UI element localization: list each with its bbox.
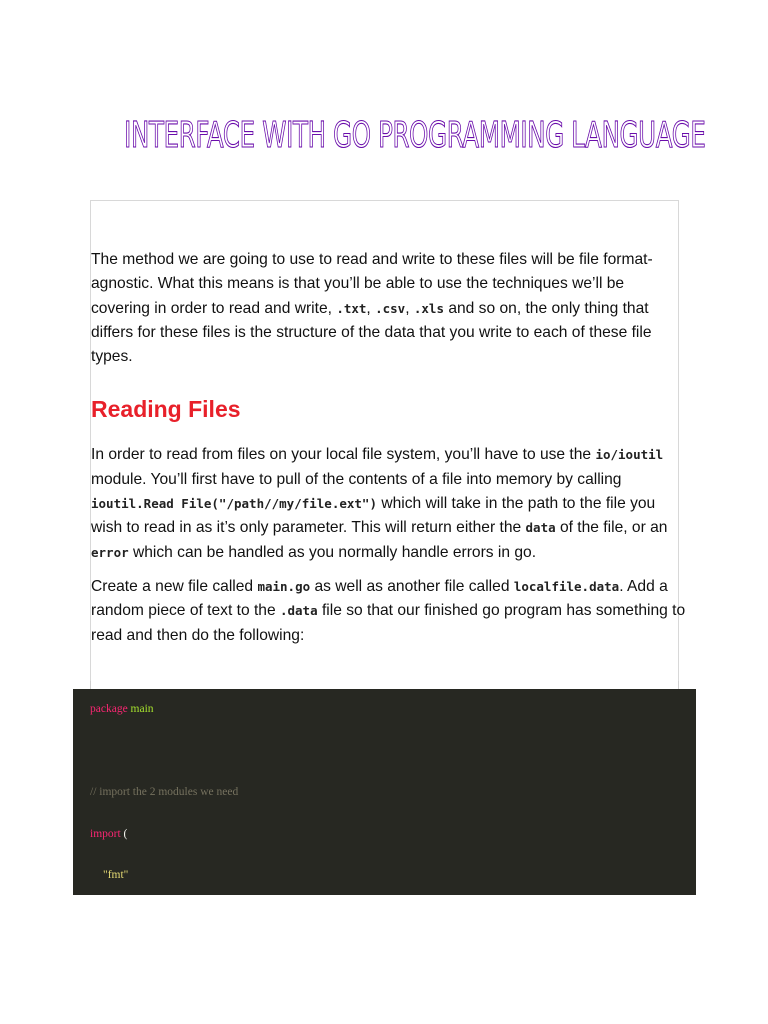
- reading-text-5: which can be handled as you normally handle errors in go.: [128, 543, 537, 561]
- intro-text-4: and so on, the only thing that differs for these files is the structure of the data that you write to each of these file types.: [91, 299, 652, 366]
- code-csv: .csv: [375, 300, 406, 316]
- code-main-go: main.go: [257, 578, 311, 594]
- intro-text-2: ,: [366, 299, 376, 317]
- code-data: data: [525, 520, 556, 536]
- code-line-fmt: [103, 869, 128, 881]
- code-data-ext: .data: [279, 603, 318, 619]
- frame-border-top: [90, 200, 679, 201]
- create-paragraph: [91, 575, 687, 648]
- code-line-comment: [90, 786, 238, 798]
- code-localfile-data: localfile.data: [513, 578, 620, 594]
- import-paren: (: [123, 828, 128, 840]
- create-text-4: file so that our finished go program has something to read and then do the following:: [91, 602, 686, 644]
- create-text-3: . Add a random piece of text to the: [91, 577, 668, 620]
- reading-text-1: In order to read from files on your local file system, you’ll have to use the: [91, 446, 596, 464]
- intro-paragraph: [91, 248, 687, 369]
- code-block: [73, 689, 696, 895]
- intro-text-1: The method we are going to use to read and write to these files will be file format-agnostic. What this means is that you’ll be able to use the techniques we’ll be covering in order to read and write,: [91, 251, 653, 317]
- code-error: error: [91, 544, 129, 560]
- intro-text-3: ,: [405, 299, 414, 317]
- code-line-package: [90, 703, 154, 715]
- article-body: [91, 248, 687, 648]
- identifier-main: main: [130, 703, 154, 715]
- keyword-import: import: [90, 828, 121, 840]
- string-fmt: "fmt": [103, 869, 129, 881]
- code-readfile-call: ioutil.Read File("/path//my/file.ext"): [91, 496, 377, 512]
- code-xls: .xls: [413, 300, 444, 316]
- code-txt: .txt: [336, 300, 367, 316]
- code-comment: // import the 2 modules we need: [90, 786, 239, 798]
- reading-text-2: module. You’ll first have to pull of the contents of a file into memory by calling: [91, 470, 622, 488]
- reading-paragraph: [91, 443, 687, 564]
- keyword-package: package: [90, 703, 128, 715]
- create-text-2: as well as another file called: [310, 577, 514, 595]
- create-text-1: Create a new file called: [91, 577, 258, 595]
- code-ioutil-module: io/ioutil: [595, 447, 664, 463]
- reading-text-3: which will take in the path to the file you wish to read in as it’s only parameter. This will return either the: [91, 495, 656, 537]
- code-line-import: [90, 828, 127, 840]
- document-title: INTERFACE WITH GO PROGRAMMING LANGUAGE: [124, 115, 706, 156]
- reading-text-4: of the file, or an: [555, 519, 668, 537]
- section-heading-reading-files: Reading Files: [91, 396, 241, 423]
